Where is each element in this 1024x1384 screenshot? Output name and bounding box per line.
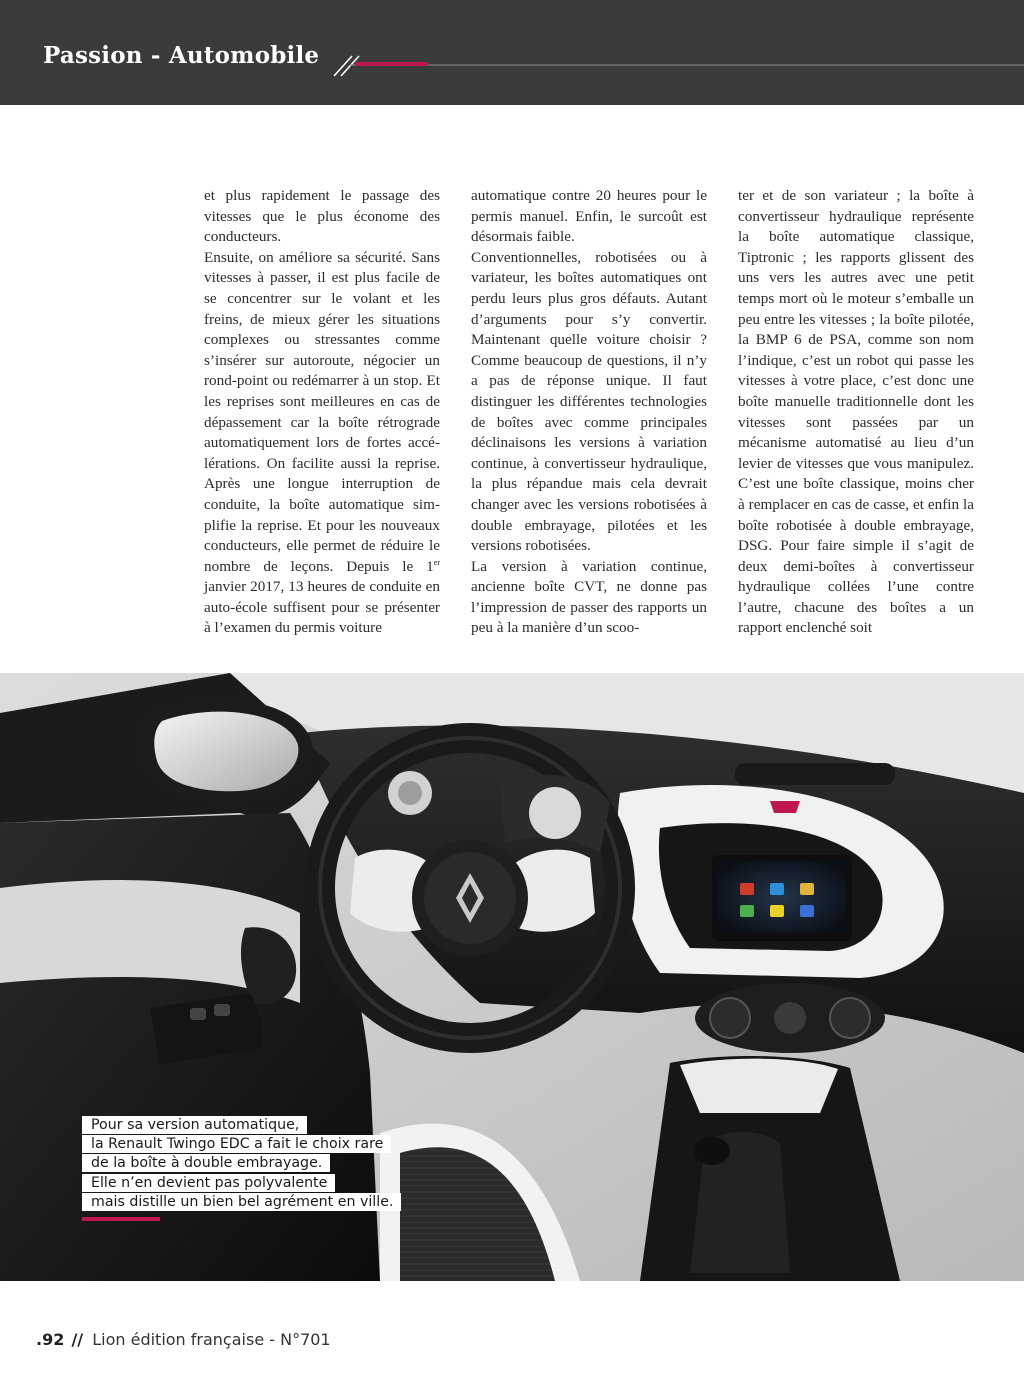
caption-text: la Renault Twingo EDC a fait le choix rare	[82, 1135, 391, 1153]
article-column-2	[471, 186, 707, 639]
paragraph: Conventionnelles, robotisées ou à variateur, les boîtes automatiques ont perdu leurs plus gros défauts. Autant d’arguments pour s’y convertir. Maintenant quelle voiture choisir ? Comme beaucoup de questions, il n’y a pas de réponse unique. Il faut distinguer les différentes technologies de boîtes avec comme principales déclinaisons les versions à variation continue, à convertisseur hydraulique, la plus répandue mais cela devrait changer avec les versions robotisées à double embrayage, pilotées et les versions robotisées.	[471, 248, 707, 555]
caption-line	[82, 1174, 401, 1193]
caption-line	[82, 1135, 401, 1154]
paragraph: ter et de son variateur ; la boîte à convertisseur hydraulique représente la boîte automatique classique, Tiptronic ; les rapports glissent des uns vers les autres avec une petit temps mort où le moteur s’emballe un peu entre les vitesses ; la boîte pilotée, la BMP 6 de PSA, comme son nom l’indique, c’est un robot qui passe les vitesses à votre place, c’est donc une boîte manuelle traditionnelle dont les vitesses sont passées par un mécanisme automatisé au lieu d’un levier de vitesses que vous manipulez. C’est une boîte classique, moins cher à remplacer en cas de casse, et enfin la boîte robotisée à double embrayage, DSG. Pour faire simple il s’agit de deux demi-boîtes à convertisseur hydraulique collées l’une contre l’autre, chacune des boîtes a un rapport enclenché soit	[738, 187, 974, 637]
page-number: .92	[36, 1330, 65, 1349]
paragraph: La version à variation continue, ancienne boîte CVT, ne donne pas l’impression de passer des rapports un peu à la manière d’un scoo-	[471, 557, 707, 637]
paragraph: et plus rapidement le passage des vitesses que le plus économe des conducteurs.	[204, 187, 440, 246]
section-title: Passion - Automobile	[43, 42, 320, 69]
article-column-1	[204, 186, 440, 639]
page-footer	[36, 1330, 331, 1349]
paragraph-text: Ensuite, on améliore sa sécurité. Sans vitesses à passer, il est plus facile de se concentrer sur le volant et les freins, de mieux gérer les situations complexes ou stressantes comme s’insérer sur autoroute, négocier un rond-point ou redémarrer à un stop. Et les reprises sont meilleures en cas de dépassement car la boîte rétrograde automatiquement lors de fortes accélérations. On facilite aussi la reprise. Après une longue interruption de conduite, la boîte automatique simplifie la reprise. Et pour les nouveaux conducteurs, elle permet de réduire le nombre de leçons. Depuis le 1	[204, 248, 440, 575]
paragraph: automatique contre 20 heures pour le permis manuel. Enfin, le surcoût est désormais faible.	[471, 187, 707, 246]
caption-text: Pour sa version automatique,	[82, 1116, 307, 1134]
ordinal-superscript: er	[433, 557, 440, 567]
paragraph-text: janvier 2017, 13 heures de conduite en auto-école suffisent pour se présenter à l’examen du permis voiture	[204, 578, 440, 637]
page-header	[0, 0, 1024, 105]
caption-text: de la boîte à double embrayage.	[82, 1154, 330, 1172]
publication-name: Lion édition française - N°701	[92, 1330, 331, 1349]
footer-separator: //	[71, 1330, 84, 1349]
caption-line	[82, 1154, 401, 1173]
article-column-3	[738, 186, 974, 639]
caption-text: mais distille un bien bel agrément en ville.	[82, 1193, 401, 1211]
caption-line	[82, 1116, 401, 1135]
photo-caption	[82, 1116, 401, 1212]
header-rule-decoration	[330, 52, 1024, 78]
caption-line	[82, 1193, 401, 1212]
caption-text: Elle n’en devient pas polyvalente	[82, 1174, 335, 1192]
caption-accent-bar	[82, 1217, 160, 1221]
paragraph	[204, 248, 440, 639]
